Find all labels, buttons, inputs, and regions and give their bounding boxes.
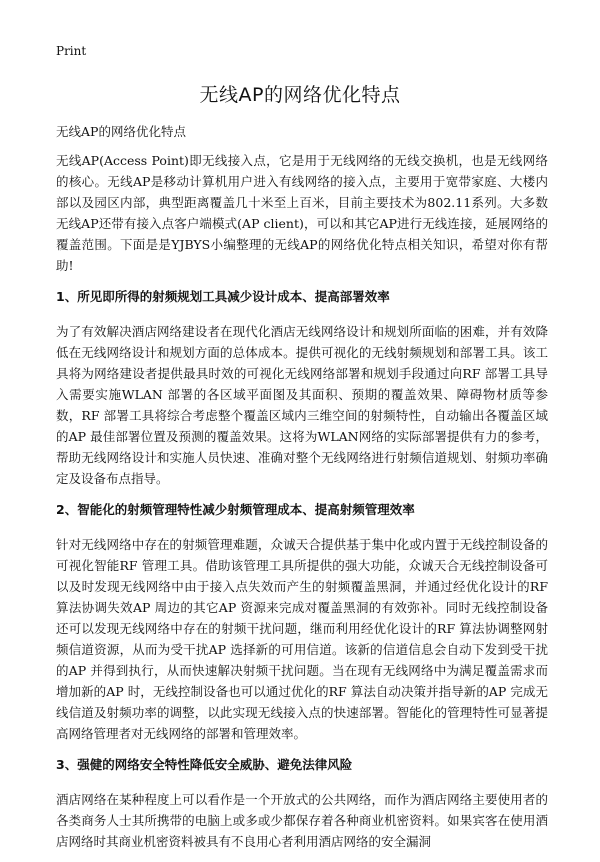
page-title: 无线AP的网络优化特点	[199, 84, 401, 106]
section-heading: 3、强健的网络安全特性降低安全威胁、避免法律风险	[56, 757, 353, 772]
document-subtitle: 无线AP的网络优化特点	[56, 124, 186, 139]
section-body: 酒店网络在某种程度上可以看作是一个开放式的公共网络，而作为酒店网络主要使用者的各类商务人士其所携带的电脑上或多或少都保存着各种商业机密资料。如果宾客在使用酒店网络时其商业机密资料被具有不良用心者利用酒店网络的安全漏洞	[56, 792, 548, 849]
section-heading: 2、智能化的射频管理特性减少射频管理成本、提高射频管理效率	[56, 502, 415, 517]
print-label: Print	[56, 44, 87, 58]
intro-paragraph: 无线AP(Access Point)即无线接入点，它是用于无线网络的无线交换机，也是无线网络的核心。无线AP是移动计算机用户进入有线网络的接入点，主要用于宽带家庭、大楼内部以及园区内部，典型距离覆盖几十米至上百米，目前主要技术为802.11系列。大多数无线AP还带有接入点客户端模式(AP client)，可以和其它AP进行无线连接，延展网络的覆盖范围。下面是是YJBYS小编整理的无线AP的网络优化特点相关知识，希望对你有帮助!	[56, 153, 548, 273]
section-body: 为了有效解决酒店网络建设者在现代化酒店无线网络设计和规划所面临的困难，并有效降低在无线网络设计和规划方面的总体成本。提供可视化的无线射频规划和部署工具。该工具将为网络建设者提供最具时效的可视化无线网络部署和规划手段通过向RF 部署工具导入需要实施WLAN 部署的各区域平面图及其面积、预期的覆盖效果、障碍物材质等参数，RF 部署工具将综合考虑整个覆盖区域内三维空间的射频特性，自动输出各覆盖区域的AP 最佳部署位置及预测的覆盖效果。这将为WLAN网络的实际部署提供有力的参考，帮助无线网络设计和实施人员快速、准确对整个无线网络进行射频信道规划、射频功率确定及设备布点指导。	[56, 324, 548, 486]
document-content	[56, 150, 548, 862]
section-heading: 1、所见即所得的射频规划工具减少设计成本、提高部署效率	[56, 289, 390, 304]
section-body: 针对无线网络中存在的射频管理难题，众诚天合提供基于集中化或内置于无线控制设备的可视化智能RF 管理工具。借助该管理工具所提供的强大功能，众诚天合无线控制设备可以及时发现无线网络中由于接入点失效而产生的射频覆盖黑洞，并通过经优化设计的RF 算法协调失效AP 周边的其它AP 资源来完成对覆盖黑洞的有效弥补。同时无线控制设备还可以发现无线网络中存在的射频干扰问题，继而利用经优化设计的RF 算法协调整网射频信道资源，从而为受干扰AP 选择新的可用信道。该新的信道信息会自动下发到受干扰的AP 并得到执行，从而快速解决射频干扰问题。当在现有无线网络中为满足覆盖需求而增加新的AP 时，无线控制设备也可以通过优化的RF 算法自动决策并指导新的AP 完成无线信道及射频功率的调整，以此实现无线接入点的快速部署。智能化的管理特性可显著提高网络管理者对无线网络的部署和管理效率。	[56, 537, 548, 741]
